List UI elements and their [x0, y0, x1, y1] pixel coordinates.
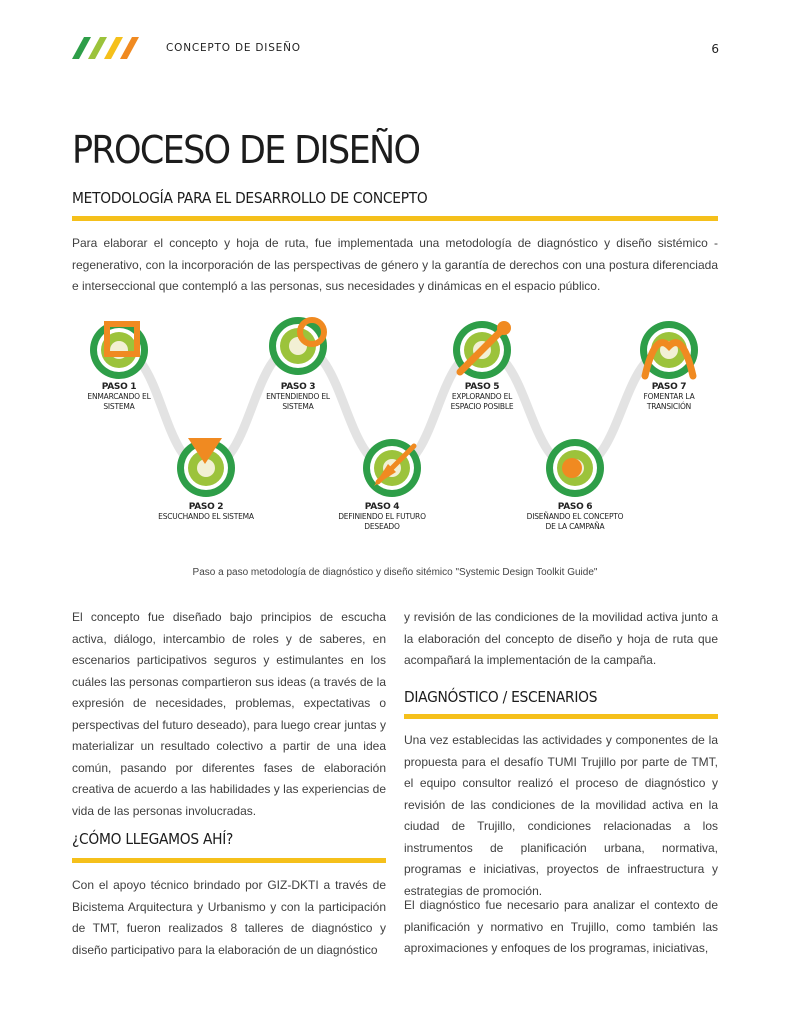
step-name: SISTEMA — [282, 402, 314, 411]
step-1-label — [59, 382, 179, 412]
step-name: ENMARCANDO EL — [87, 392, 151, 401]
step-number: PASO 7 — [651, 382, 687, 392]
diagnosis-heading: DIAGNÓSTICO / ESCENARIOS — [404, 688, 598, 706]
how-heading: ¿CÓMO LLEGAMOS AHÍ? — [72, 830, 234, 848]
step-4-node — [363, 439, 421, 497]
page-title: PROCESO DE DISEÑO — [72, 128, 420, 172]
step-name: ESCUCHANDO EL SISTEMA — [158, 512, 254, 521]
step-7-node — [640, 321, 698, 379]
dot-icon — [562, 458, 582, 478]
step-name: TRANSICIÓN — [646, 402, 692, 411]
step-6-node — [546, 439, 604, 497]
step-name: ENTENDIENDO EL — [266, 392, 330, 401]
step-name: SISTEMA — [103, 402, 135, 411]
step-name: DISEÑANDO EL CONCEPTO — [526, 512, 624, 521]
step-name: EXPLORANDO EL — [451, 392, 513, 401]
step-name: DEFINIENDO EL FUTURO — [338, 512, 426, 521]
step-5-node — [453, 321, 511, 379]
step-1-node — [90, 321, 148, 379]
heading-underline — [72, 216, 718, 221]
step-7-label — [609, 382, 729, 412]
step-2-label — [146, 502, 266, 522]
brand-stripes-logo — [72, 37, 144, 59]
diagnosis-heading-underline — [404, 714, 718, 719]
how-heading-underline — [72, 858, 386, 863]
concept-paragraph: El concepto fue diseñado bajo principios de escucha activa, diálogo, intercambio de roles y de saberes, en escenarios participativos seguros y estimulantes en los cuáles las personas compartieron sus ideas (a través de la expresión de necesidades, problemas, expectativas o perspectivas del futuro deseado), para luego crear juntas y materializar un resultado colectivo a partir de una idea común, pasando por diferentes fases de elaboración creativa de acuerdo a las habilidades y las experiencias de vida de las personas involucradas. — [72, 610, 386, 818]
page-number: 6 — [711, 42, 719, 56]
process-diagram — [72, 306, 718, 556]
intro-paragraph: Para elaborar el concepto y hoja de ruta, fue implementada una metodología de diagnóstico y diseño sistémico - regenerativo, con la incorporación de las perspectivas de género y la garantía de derechos con una postura diferenciada e interseccional que contempló a las personas, sus necesidades y dinámicas en el espacio público. — [72, 236, 718, 293]
workshops-paragraph: Con el apoyo técnico brindado por GIZ-DKTI a través de Bicistema Arquitectura y Urbanismo y con la participación de TMT, fueron realizados 8 talleres de diagnóstico y diseño participativo para la elaboración de un diagnóstico — [72, 878, 386, 957]
step-3-node — [269, 317, 327, 375]
step-name: ESPACIO POSIBLE — [450, 402, 514, 411]
step-number: PASO 3 — [280, 382, 316, 392]
step-number: PASO 4 — [364, 502, 400, 512]
step-number: PASO 6 — [557, 502, 593, 512]
diagram-caption: Paso a paso metodología de diagnóstico y diseño sitémico "Systemic Design Toolkit Guide" — [192, 567, 598, 578]
step-3-label — [238, 382, 358, 412]
step-2-node — [177, 438, 235, 497]
section-label: CONCEPTO DE DISEÑO — [166, 42, 301, 54]
step-5-label — [422, 382, 542, 412]
step-4-label — [322, 502, 442, 532]
step-name: DE LA CAMPAÑA — [545, 522, 605, 531]
methodology-heading: METODOLOGÍA PARA EL DESARROLLO DE CONCEPTO — [72, 189, 428, 207]
review-paragraph: y revisión de las condiciones de la movilidad activa junto a la elaboración del concepto de diseño y hoja de ruta que acompañará la implementación de la campaña. — [404, 610, 718, 667]
step-number: PASO 2 — [188, 502, 224, 512]
step-number: PASO 5 — [464, 382, 500, 392]
step-name: DESEADO — [364, 522, 400, 531]
step-name: FOMENTAR LA — [643, 392, 695, 401]
step-number: PASO 1 — [101, 382, 137, 392]
context-paragraph: El diagnóstico fue necesario para analizar el contexto de planificación y normativo en Trujillo, como también las aproximaciones y enfoques de los programas, iniciativas, — [404, 898, 718, 955]
pin-head-icon — [497, 321, 511, 335]
diagnosis-paragraph: Una vez establecidas las actividades y componentes de la propuesta para el desafío TUMI Trujillo por parte de TMT, el equipo consultor realizó el proceso de diagnóstico y revisión de las condiciones de la movilidad activa en la ciudad de Trujillo, condiciones relacionadas a los instrumentos de planificación urbana, normativa, programas e iniciativas, proyectos de infraestructura y estrategias de promoción. — [404, 733, 718, 898]
step-6-label — [515, 502, 635, 532]
